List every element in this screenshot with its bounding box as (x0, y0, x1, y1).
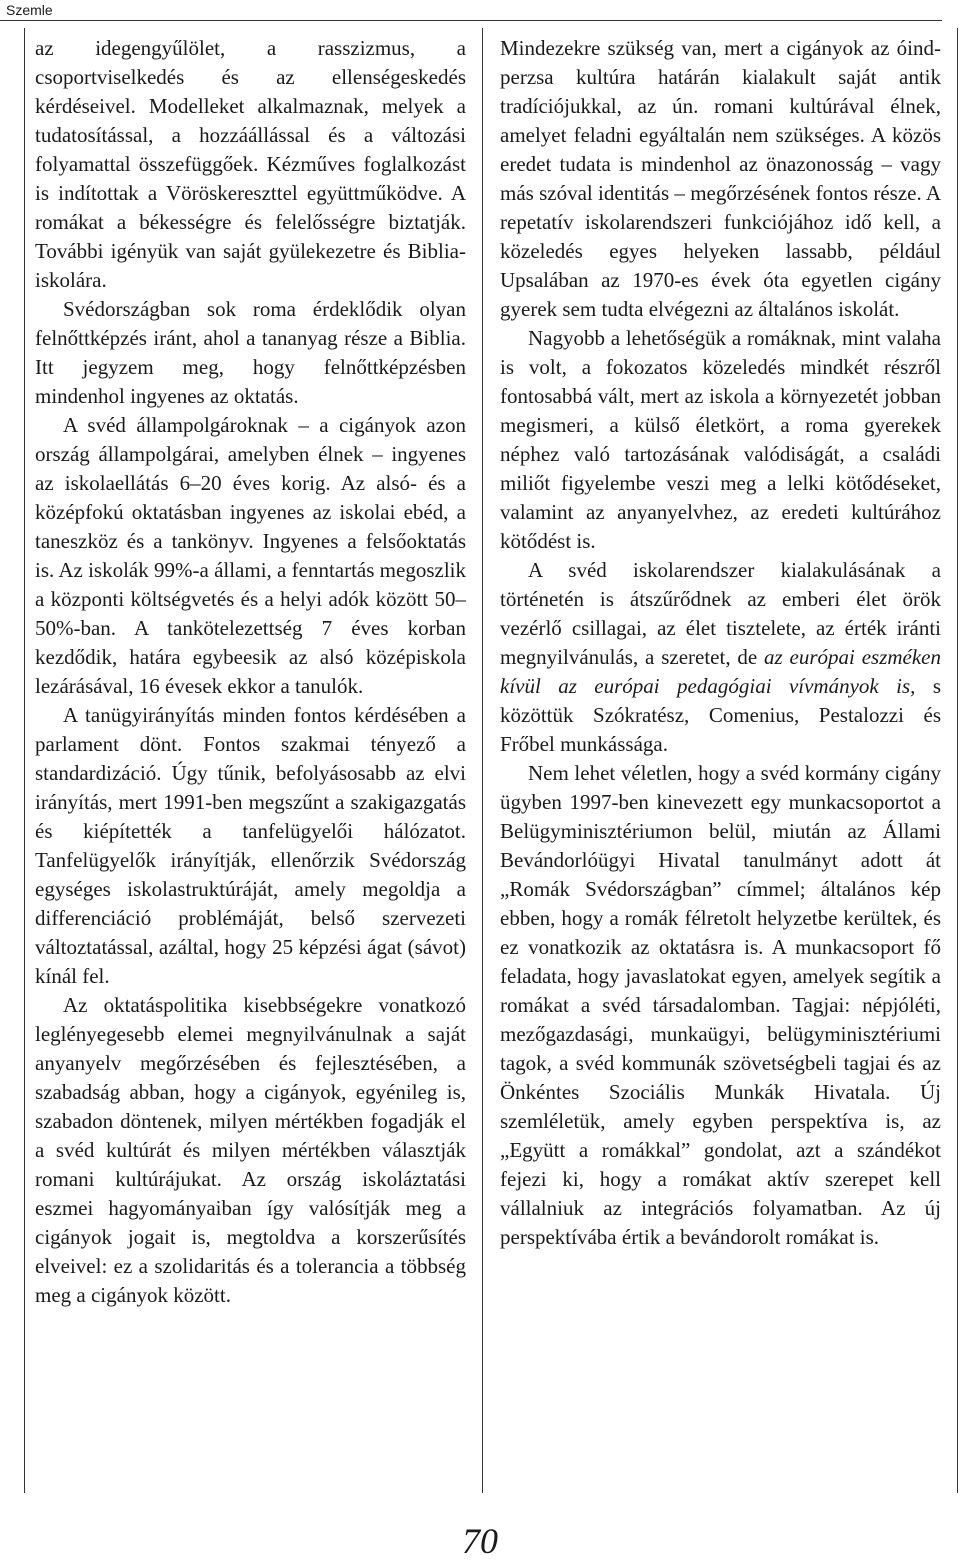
left-column (35, 34, 466, 1310)
paragraph: A svéd állampolgároknak – a cigányok azon ország állampolgárai, amelyben élnek – ingyenes az iskolaellátás 6–20 éves korig. Az alsó- és a középfokú oktatásban ingyenes az iskolai ebéd, a taneszköz és a tankönyv. Ingyenes a felsőoktatás is. Az iskolák 99%-a állami, a fenntartás megoszlik a központi költségvetés és a helyi adók között 50–50%-ban. A tankötelezettség 7 éves korban kezdődik, határa egybeesik az alsó középiskola lezárásával, 16 évesek ekkor a tanulók. (35, 413, 466, 698)
left-margin-rule (24, 28, 25, 1493)
paragraph: Nagyobb a lehetőségük a romáknak, mint valaha is volt, a fokozatos közeledés mindkét részről fontosabbá vált, mert az iskola a környezetét jobban megismeri, a külső életkört, a roma gyerekek néphez való tartozásának valódiságát, a családi miliőt figyelembe veszi meg a lelki kötődéseket, valamint az anyanyelvhez, az eredeti kultúrához kötődést is. (500, 326, 941, 553)
right-column (500, 34, 941, 1252)
paragraph: az idegengyűlölet, a rasszizmus, a csoportviselkedés és az ellenségeskedés kérdéseivel. Modelleket alkalmaznak, melyek a tudatosítással, a hozzáállással és a változási folyamattal összefüggőek. Kézműves foglalkozást is indítottak a Vöröskereszttel együttműködve. A romákat a békességre és felelősségre biztatják. További igényük van saját gyülekezetre és Biblia-iskolára. (35, 36, 466, 292)
right-margin-rule (957, 28, 958, 1493)
paragraph: A tanügyirányítás minden fontos kérdésében a parlament dönt. Fontos szakmai tényező a standardizáció. Úgy tűnik, befolyásosabb az elvi irányítás, mert 1991-ben megszűnt a szakigazgatás és kiépítették a tanfelügyelői hálózatot. Tanfelügyelők irányítják, ellenőrzik Svédország egységes iskolastruktúráját, amely megoldja a differenciáció problémáját, belső szervezeti változtatással, azáltal, hogy 25 képzési ágat (sávot) kínál fel. (35, 703, 466, 988)
column-divider (482, 28, 483, 1493)
paragraph: Mindezekre szükség van, mert a cigányok az óind-perzsa kultúra határán kialakult saját antik tradíciójukkal, az ún. romani kultúrával élnek, amelyet feladni egyáltalán nem szükséges. A közös eredet tudata is mindenhol az önazonosság – vagy más szóval identitás – megőrzésének fontos része. A repetatív iskolarendszeri funkciójához idő kell, a közeledés egyes helyeken lassabb, például Upsalában az 1970-es évek óta egyetlen cigány gyerek sem tudta elvégezni az általános iskolát. (500, 36, 941, 321)
page-number: 70 (462, 1521, 498, 1561)
section-label: Szemle (6, 2, 53, 18)
header-rule (0, 20, 942, 21)
paragraph-text: A svéd iskolarendszer kialakulásának a történetén is átszűrődnek az emberi élet örök vezérlő csillagai, az élet tisztelete, az érték iránti megnyilvánulás, a szeretet, de (500, 558, 941, 669)
paragraph-text: s közöttük Szókratész, Comenius, Pestalozzi és Frőbel munkássága. (500, 674, 942, 756)
paragraph: Az oktatáspolitika kisebbségekre vonatkozó leglényegesebb elemei megnyilvánulnak a saját anyanyelv megőrzésében és fejlesztésében, a szabadság abban, hogy a cigányok, egyénileg is, szabadon döntenek, milyen mértékben fogadják el a svéd kultúrát és milyen mértékben választják romani kultúrájukat. Az ország iskoláztatási eszmei hagyományaiban így valósítják meg a cigányok jogait is, megtoldva a korszerűsítés elveivel: ez a szolidaritás és a tolerancia a többség meg a cigányok között. (35, 993, 466, 1307)
paragraph: Svédországban sok roma érdeklődik olyan felnőttképzés iránt, ahol a tananyag része a Biblia. Itt jegyzem meg, hogy felnőttképzésben mindenhol ingyenes az oktatás. (35, 297, 466, 408)
paragraph (500, 556, 941, 759)
italic-phrase: az európai eszméken kívül az európai pedagógiai vívmányok is, (500, 645, 941, 698)
paragraph: Nem lehet véletlen, hogy a svéd kormány cigány ügyben 1997-ben kinevezett egy munkacsoportot a Belügyminisztériumon belül, miután az Állami Bevándorlóügyi Hivatal tanulmányt adott át „Romák Svédországban” címmel; általános kép ebben, hogy a romák félretolt helyzetbe kerültek, és ez vonatkozik az oktatásra is. A munkacsoport fő feladata, hogy javaslatokat egyen, amelyek segítik a romákat a svéd társadalomban. Tagjai: népjóléti, mezőgazdasági, munkaügyi, belügyminisztériumi tagok, a svéd kommunák szövetségbeli tagjai és az Önkéntes Szociális Munkák Hivatala. Új szemléletük, amely egyben perspektíva is, az „Együtt a romákkal” gondolat, azt a szándékot fejezi ki, hogy a romákat aktív szerepet kell vállalniuk az integrációs folyamatban. Az új perspektívába értik a bevándorolt romákat is. (500, 761, 941, 1249)
